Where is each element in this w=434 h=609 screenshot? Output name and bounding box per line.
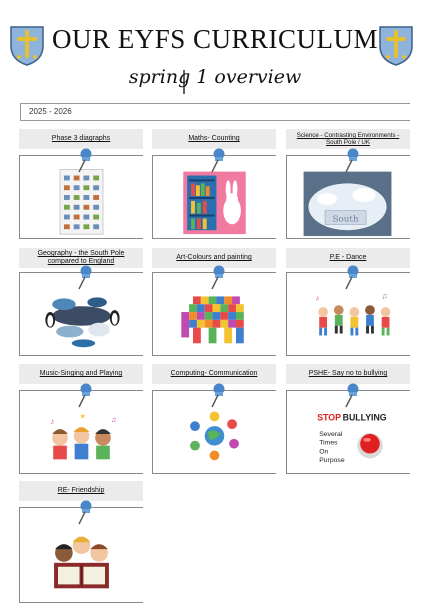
page-title: OUR EYFS CURRICULUM	[51, 24, 379, 54]
subject-card-pshe	[286, 364, 410, 465]
card-label: Phase 3 diagraphs	[19, 129, 143, 149]
pushpin-icon	[341, 148, 361, 174]
svg-text:★: ★	[79, 413, 86, 421]
subject-card-maths	[152, 129, 276, 149]
card-label: P.E - Dance	[286, 248, 410, 268]
card-image-box	[286, 272, 410, 356]
subject-card-music	[19, 364, 143, 427]
card-image-box	[19, 390, 143, 474]
card-image-box	[152, 390, 276, 474]
acronym-line-4: Purpose	[319, 457, 345, 465]
card-image-box	[19, 507, 143, 603]
snow-sign-text: South	[332, 214, 359, 225]
school-year: 2025 - 2026	[20, 103, 410, 121]
bullying-text: BULLYING	[342, 412, 387, 423]
card-image-box	[19, 155, 143, 239]
card-label: RE- Friendship	[19, 481, 143, 501]
card-label: PSHE- Say no to bullying	[286, 364, 410, 384]
svg-text:♫: ♫	[381, 291, 388, 301]
subject-card-phonics	[19, 129, 143, 149]
pushpin-icon	[341, 265, 361, 291]
svg-text:♪: ♪	[315, 293, 320, 303]
card-image-box	[286, 390, 410, 474]
stop-text: STOP	[317, 412, 341, 423]
pushpin-icon	[207, 383, 227, 409]
card-label: Computing- Communication	[152, 364, 276, 384]
card-image-box	[152, 155, 276, 239]
subject-card-pe	[286, 248, 410, 303]
card-label: Maths- Counting	[152, 129, 276, 149]
card-label: Geography - the South Pole compared to England	[19, 248, 143, 268]
acronym-line-1: Several	[319, 430, 343, 438]
subtitle-divider	[182, 70, 186, 94]
subject-card-science	[286, 129, 410, 225]
card-image-box	[286, 155, 410, 239]
pushpin-icon	[341, 383, 361, 409]
pushpin-icon	[74, 265, 94, 291]
pushpin-icon	[207, 265, 227, 291]
svg-text:♪: ♪	[50, 417, 55, 427]
school-crest-right-icon	[377, 24, 415, 66]
subject-card-computing	[152, 364, 276, 384]
card-label: Science - Contrasting Environments - South Pole / UK	[286, 129, 410, 149]
subject-card-re	[19, 481, 143, 501]
card-image-box	[152, 272, 276, 356]
svg-text:♫: ♫	[110, 415, 117, 425]
subject-card-art	[152, 248, 276, 268]
card-label: Music-Singing and Playing	[19, 364, 143, 384]
pushpin-icon	[74, 148, 94, 174]
card-label: Art-Colours and painting	[152, 248, 276, 268]
pushpin-icon	[74, 383, 94, 409]
pushpin-icon	[74, 500, 94, 526]
pushpin-icon	[207, 148, 227, 174]
acronym-line-2: Times	[319, 439, 338, 447]
school-crest-left-icon	[8, 24, 46, 66]
card-image-box	[19, 272, 143, 356]
acronym-line-3: On	[319, 448, 329, 456]
page-subtitle: spring 1 overview	[128, 66, 302, 88]
subject-card-geography	[19, 248, 143, 268]
